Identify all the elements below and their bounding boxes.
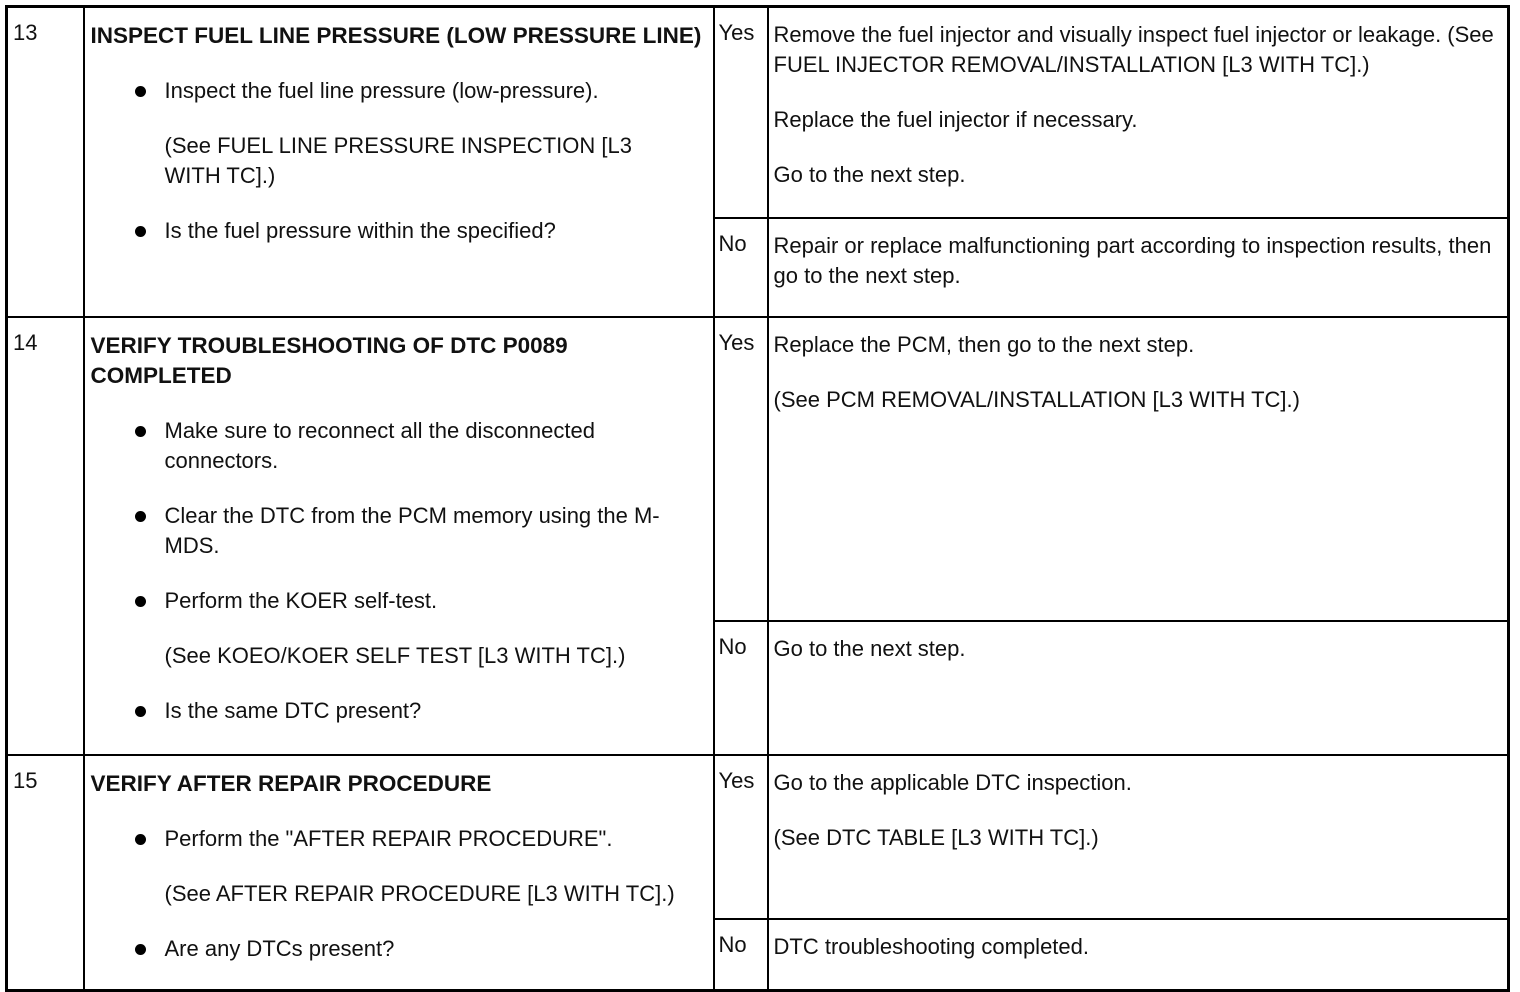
yes-action (768, 317, 1509, 621)
bullet-item: Inspect the fuel line pressure (low-pressure). (91, 76, 713, 106)
step-number: 14 (7, 317, 84, 755)
action-text: Repair or replace malfunctioning part according to inspection results, then go to the next step. (773, 232, 1492, 288)
action-text: Replace the fuel injector if necessary. (773, 107, 1138, 132)
no-action (768, 919, 1509, 991)
no-action (768, 621, 1509, 755)
action-text: (See DTC TABLE [L3 WITH TC].) (773, 824, 1099, 850)
step-number: 15 (7, 755, 84, 991)
yes-action (768, 755, 1509, 919)
bullet-item: Is the fuel pressure within the specified? (91, 216, 713, 246)
step-row-yes (7, 7, 1509, 218)
bullet-item: Perform the KOER self-test. (91, 586, 713, 616)
reference-note: (See FUEL LINE PRESSURE INSPECTION [L3 WITH TC].) (164, 133, 632, 188)
action-text: Go to the next step. (773, 635, 966, 661)
no-label: No (714, 919, 768, 991)
bullet-item: Clear the DTC from the PCM memory using the M-MDS. (91, 501, 713, 561)
step-row-yes (7, 755, 1509, 919)
bullet-item: Are any DTCs present? (91, 934, 713, 964)
action-text: Go to the applicable DTC inspection. (773, 769, 1132, 795)
step-title: INSPECT FUEL LINE PRESSURE (LOW PRESSURE LINE) (90, 23, 702, 48)
no-action (768, 218, 1509, 317)
bullet-item: Is the same DTC present? (91, 696, 713, 726)
action-text: Go to the next step. (773, 162, 966, 187)
no-label: No (714, 218, 768, 317)
step-row-yes (7, 317, 1509, 621)
yes-label: Yes (714, 7, 768, 218)
step-title: VERIFY AFTER REPAIR PROCEDURE (90, 770, 492, 796)
action-text: DTC troubleshooting completed. (773, 933, 1089, 959)
step-check (84, 7, 714, 317)
step-number: 13 (7, 7, 84, 317)
bullet-item: Make sure to reconnect all the disconnected connectors. (91, 416, 713, 476)
action-text: Remove the fuel injector and visually inspect fuel injector or leakage. (See FUEL INJECTOR REMOVAL/INSTALLATION [L3 WITH TC].) (773, 22, 1494, 77)
yes-label: Yes (714, 317, 768, 621)
reference-note: (See KOEO/KOER SELF TEST [L3 WITH TC].) (164, 642, 626, 668)
reference-note: (See AFTER REPAIR PROCEDURE [L3 WITH TC].) (164, 880, 675, 906)
action-text: Replace the PCM, then go to the next step. (773, 331, 1195, 357)
bullet-item: Perform the "AFTER REPAIR PROCEDURE". (91, 824, 713, 854)
step-check (84, 317, 714, 755)
step-check (84, 755, 714, 991)
yes-label: Yes (714, 755, 768, 919)
no-label: No (714, 621, 768, 755)
yes-action (768, 7, 1509, 218)
step-title: VERIFY TROUBLESHOOTING OF DTC P0089 COMPLETED (90, 332, 568, 388)
action-text: (See PCM REMOVAL/INSTALLATION [L3 WITH TC].) (773, 386, 1300, 412)
troubleshooting-table (5, 5, 1510, 992)
